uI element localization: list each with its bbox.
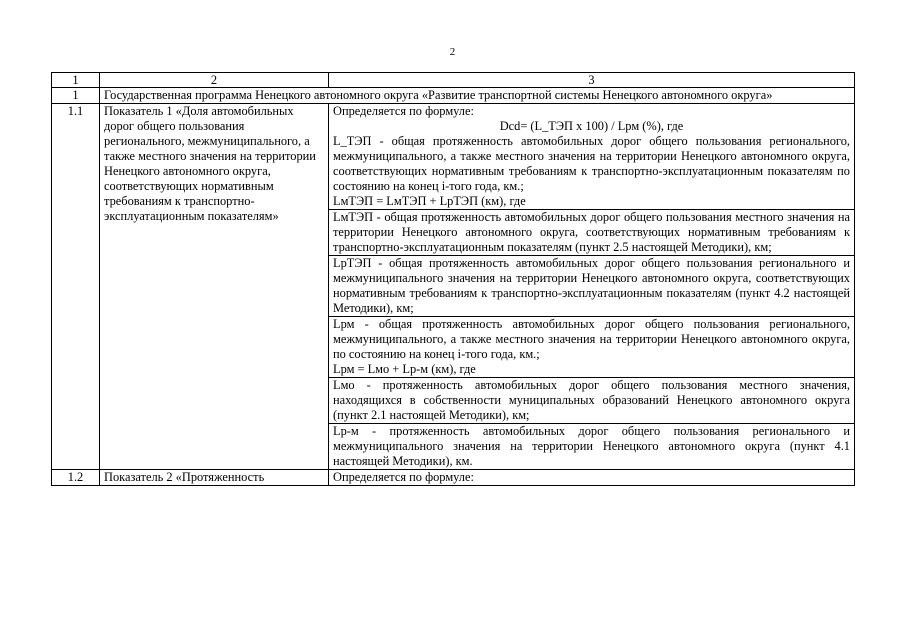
method-intro: Определяется по формуле:: [333, 104, 474, 118]
indicator-name: Показатель 1 «Доля автомобильных дорог общего пользования регионального, межмуниципального, а также местного значения на территории Ненецкого автономного округа, соответствующих нормативным требованиям к транспортно-эксплуатационным показателям»: [100, 104, 329, 470]
program-title: Государственная программа Ненецкого автономного округа «Развитие транспортной системы Ненецкого автономного округа»: [100, 88, 855, 104]
definition-l-tep: L_ТЭП - общая протяженность автомобильных дорог общего пользования регионального, межмуниципального, а также местного значения на территории Ненецкого автономного округа, соответствующих нормативным требованиям к транспортно-эксплуатационным показателям по состоянию на конец i-того года, км.;: [333, 134, 850, 193]
indicator-name: Показатель 2 «Протяженность: [100, 470, 329, 486]
row-number: 1.1: [52, 104, 100, 470]
header-cell-3: 3: [329, 73, 855, 88]
definition-paragraph: [329, 317, 854, 378]
formula-lrm: Lрм = Lмо + Lр-м (км), где: [333, 362, 476, 376]
header-cell-1: 1: [52, 73, 100, 88]
definition-paragraph: [329, 134, 854, 210]
page-number: 2: [449, 46, 456, 58]
table-header-row: [52, 73, 855, 88]
row-number: 1.2: [52, 470, 100, 486]
program-number: 1: [52, 88, 100, 104]
table-row: [52, 470, 855, 486]
definition-lm-tep: LмТЭП - общая протяженность автомобильных дорог общего пользования местного значения на территории Ненецкого автономного округа, соответствующих нормативным требованиям к транспортно-эксплуатационным показателям (пункт 2.5 настоящей Методики), км;: [329, 210, 854, 256]
definition-lr-m: Lр-м - протяженность автомобильных дорог общего пользования регионального и межмуниципального значения на территории Ненецкого автономного округа (пункт 4.1 настоящей Методики), км.: [333, 424, 850, 468]
table-row: [52, 104, 855, 470]
program-row: [52, 88, 855, 104]
methodology-table: [51, 72, 855, 486]
definition-lmo: Lмо - протяженность автомобильных дорог общего пользования местного значения, находящихся в собственности муниципальных образований Ненецкого автономного округа (пункт 2.1 настоящей Методики), км;: [329, 378, 854, 424]
definition-lr-tep: LрТЭП - общая протяженность автомобильных дорог общего пользования регионального и межмуниципального значения на территории Ненецкого автономного округа, соответствующих нормативным требованиям к транспортно-эксплуатационным показателям (пункт 4.2 настоящей Методики), км;: [329, 256, 854, 317]
formula-main: Dcd= (L_ТЭП x 100) / Lрм (%), где: [499, 119, 684, 133]
header-cell-2: 2: [100, 73, 329, 88]
method-intro: Определяется по формуле:: [329, 470, 855, 486]
calculation-method: [329, 104, 855, 470]
definition-lrm: Lрм - общая протяженность автомобильных дорог общего пользования регионального, межмуниципального, а также местного значения на территории Ненецкого автономного округа, по состоянию на конец i-того года, км.;: [333, 317, 850, 361]
formula-l-m-tep: LмТЭП = LмТЭП + LрТЭП (км), где: [333, 194, 526, 208]
